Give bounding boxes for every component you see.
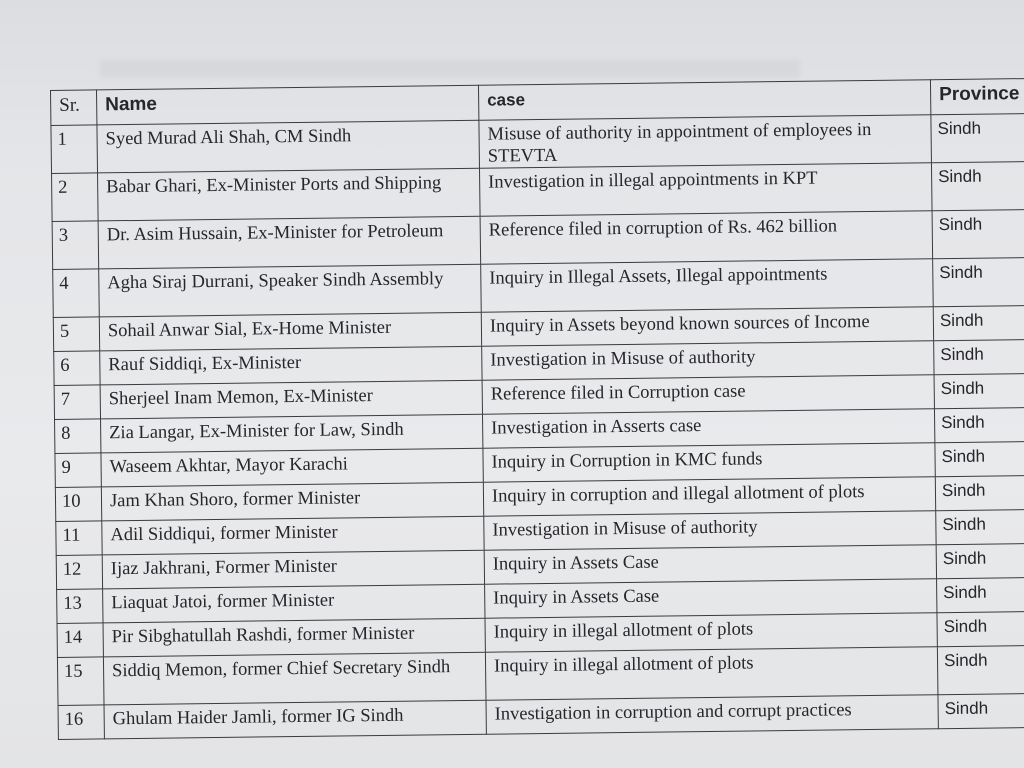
cell-case: Investigation in Misuse of authority: [484, 511, 936, 551]
cell-sr: 12: [56, 555, 102, 590]
cell-name: Babar Ghari, Ex-Minister Ports and Shipping: [98, 168, 481, 221]
cell-province: Sindh: [931, 113, 1024, 162]
header-province: Province: [930, 78, 1024, 114]
header-case: case: [478, 80, 930, 121]
cell-case: Inquiry in Assets beyond known sources of Income: [481, 307, 933, 347]
cell-province: Sindh: [934, 407, 1024, 442]
cell-name: Sohail Anwar Sial, Ex-Home Minister: [99, 312, 481, 351]
cell-case: Inquiry in Corruption in KMC funds: [483, 443, 935, 483]
cell-sr: 5: [53, 317, 99, 352]
cell-name: Syed Murad Ali Shah, CM Sindh: [97, 120, 480, 173]
cell-name: Agha Siraj Durrani, Speaker Sindh Assembly: [99, 264, 482, 317]
cell-province: Sindh: [933, 305, 1024, 340]
cell-province: Sindh: [931, 161, 1024, 210]
cell-name: Ijaz Jakhrani, Former Minister: [102, 550, 484, 589]
cell-province: Sindh: [932, 209, 1024, 258]
cell-case: Inquiry in illegal allotment of plots: [485, 613, 937, 653]
cell-province: Sindh: [933, 257, 1024, 306]
cell-sr: 3: [52, 221, 99, 270]
header-name: Name: [97, 85, 479, 125]
cell-name: Rauf Siddiqi, Ex-Minister: [100, 346, 482, 385]
cell-sr: 8: [55, 419, 101, 454]
cell-sr: 2: [52, 173, 99, 222]
cell-sr: 10: [55, 487, 101, 522]
cell-name: Dr. Asim Hussain, Ex-Minister for Petroleum: [98, 216, 481, 269]
cell-sr: 16: [58, 705, 104, 740]
cell-sr: 7: [54, 385, 100, 420]
header-sr: Sr.: [51, 90, 97, 126]
cell-case: Investigation in corruption and corrupt practices: [486, 695, 938, 735]
cell-case: Inquiry in illegal allotment of plots: [485, 647, 938, 701]
cell-case: Reference filed in corruption of Rs. 462 billion: [480, 211, 933, 265]
cell-name: Adil Siddiqui, former Minister: [102, 516, 484, 555]
cell-case: Inquiry in Illegal Assets, Illegal appointments: [481, 259, 934, 313]
cell-name: Pir Sibghatullah Rashdi, former Minister: [103, 618, 485, 657]
cell-case: Investigation in Misuse of authority: [482, 341, 934, 381]
cell-sr: 4: [53, 269, 100, 318]
cell-case: Investigation in Asserts case: [482, 409, 934, 449]
cell-case: Investigation in illegal appointments in KPT: [479, 163, 932, 217]
cell-name: Siddiq Memon, former Chief Secretary Sindh: [103, 652, 486, 705]
cell-province: Sindh: [937, 611, 1024, 646]
cases-table: [50, 78, 1024, 740]
cell-name: Zia Langar, Ex-Minister for Law, Sindh: [101, 414, 483, 453]
cell-case: Inquiry in Assets Case: [485, 579, 937, 619]
cell-name: Jam Khan Shoro, former Minister: [101, 482, 483, 521]
cell-province: Sindh: [934, 339, 1024, 374]
cell-province: Sindh: [938, 693, 1024, 728]
cell-name: Sherjeel Inam Memon, Ex-Minister: [100, 380, 482, 419]
cell-sr: 1: [51, 125, 98, 174]
cell-case: Reference filed in Corruption case: [482, 375, 934, 415]
cell-province: Sindh: [936, 509, 1024, 544]
cell-province: Sindh: [936, 543, 1024, 578]
cell-province: Sindh: [934, 373, 1024, 408]
cell-sr: 15: [57, 657, 104, 706]
cell-sr: 9: [55, 453, 101, 488]
cell-province: Sindh: [935, 475, 1024, 510]
cell-name: Ghulam Haider Jamli, former IG Sindh: [104, 700, 486, 739]
cell-province: Sindh: [935, 441, 1024, 476]
bleed-through-shadow: [100, 60, 800, 78]
cell-sr: 6: [54, 351, 100, 386]
cell-case: Misuse of authority in appointment of employees in STEVTA: [479, 115, 932, 169]
cell-name: Waseem Akhtar, Mayor Karachi: [101, 448, 483, 487]
cell-sr: 11: [56, 521, 102, 556]
table-container: [50, 78, 1024, 740]
cell-province: Sindh: [937, 577, 1024, 612]
cell-case: Inquiry in Assets Case: [484, 545, 936, 585]
cell-case: Inquiry in corruption and illegal allotment of plots: [483, 477, 935, 517]
cell-sr: 14: [57, 623, 103, 658]
cell-name: Liaquat Jatoi, former Minister: [103, 584, 485, 623]
cell-sr: 13: [57, 589, 103, 624]
cell-province: Sindh: [937, 645, 1024, 694]
